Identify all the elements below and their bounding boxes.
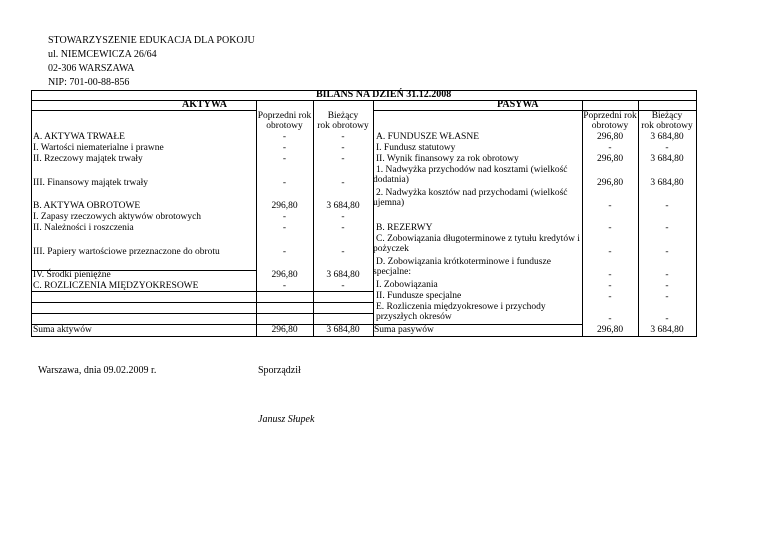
row-label: I. Zapasy rzeczowych aktywów obrotowych <box>33 212 202 222</box>
table-row <box>33 143 371 153</box>
row-line <box>31 291 373 292</box>
row-label: I. Fundusz statutowy <box>376 143 456 153</box>
row-prev-value: - <box>608 223 612 233</box>
col-header-text: rok obrotowy <box>317 121 369 131</box>
row-cur-value: - <box>341 281 345 291</box>
row-cur-value: - <box>341 247 345 257</box>
row-label: III. Papiery wartościowe przeznaczone do obrotu <box>33 247 220 257</box>
row-cur-value: - <box>341 154 345 164</box>
row-cur-value: - <box>341 223 345 233</box>
row-cur-value: - <box>665 281 669 291</box>
row-label: I. Wartości niematerialne i prawne <box>33 143 164 153</box>
table-row <box>33 223 371 233</box>
col-header-text: Bieżący <box>327 111 359 121</box>
row-label: E. Rozliczenia międzyokresowe i przychody <box>376 302 546 312</box>
row-prev-value: - <box>608 292 612 302</box>
left-heading-separator <box>31 110 256 111</box>
col-header-text: rok obrotowy <box>641 121 693 131</box>
org-nip: NIP: 701-00-88-856 <box>48 77 130 88</box>
row-prev-value: - <box>282 281 287 291</box>
row-cur-value: - <box>341 132 345 142</box>
row-prev-value: - <box>608 247 612 257</box>
row-prev-value: - <box>282 247 287 257</box>
row-label-cont: ujemna) <box>373 198 405 208</box>
row-label: I. Zobowiązania <box>376 280 438 290</box>
table-row <box>33 270 371 280</box>
row-prev-value: - <box>608 281 612 291</box>
row-label: D. Zobowiązania krótkoterminowe i fundusze <box>376 257 551 267</box>
table-right-border <box>696 90 697 337</box>
row-prev-value: 296,80 <box>271 201 298 211</box>
row-cur-value: 3 684,80 <box>650 178 684 188</box>
row-prev-value: - <box>282 223 287 233</box>
row-label: II. Wynik finansowy za rok obrotowy <box>376 154 519 164</box>
row-label-cont: dodatnia) <box>373 175 409 185</box>
row-cur-value: 3 684,80 <box>326 270 360 280</box>
row-cur-value: - <box>665 314 669 324</box>
org-name: STOWARZYSZENIE EDUKACJA DLA POKOJU <box>48 35 255 46</box>
signature-name: Janusz Słupek <box>258 414 315 425</box>
col-header-text: Bieżący <box>651 111 683 121</box>
row-label: C. ROZLICZENIA MIĘDZYOKRESOWE <box>33 281 199 291</box>
row-line <box>31 313 373 314</box>
total-cur-value: 3 684,80 <box>650 325 684 335</box>
row-cur-value: 3 684,80 <box>650 132 684 142</box>
table-left-border <box>31 90 32 337</box>
row-prev-value: 296,80 <box>271 270 298 280</box>
row-label: II. Rzeczowy majątek trwały <box>33 154 143 164</box>
total-label: Suma aktywów <box>33 325 92 335</box>
row-label: B. REZERWY <box>376 223 433 233</box>
total-row <box>33 325 371 335</box>
table-row <box>33 281 371 291</box>
org-header <box>48 34 255 90</box>
row-label: A. AKTYWA TRWAŁE <box>33 132 125 142</box>
row-label: 2. Nadwyżka kosztów nad przychodami (wielkość <box>376 188 568 198</box>
row-label-cont: przyszłych okresów <box>376 312 452 322</box>
row-cur-value: 3 684,80 <box>650 154 684 164</box>
row-line <box>31 302 373 303</box>
row-prev-value: - <box>282 132 287 142</box>
row-prev-value: - <box>282 212 287 222</box>
table-row <box>33 178 371 188</box>
row-prev-value: 296,80 <box>596 154 624 164</box>
row-label: 1. Nadwyżka przychodów nad kosztami (wielkość <box>376 165 568 175</box>
row-prev-value: 296,80 <box>596 132 624 142</box>
row-cur-value: 3 684,80 <box>326 201 360 211</box>
org-street: ul. NIEMCEWICZA 26/64 <box>48 49 157 60</box>
row-cur-value: - <box>665 292 669 302</box>
prepared-by-label: Sporządził <box>258 365 301 376</box>
title-separator <box>31 100 697 101</box>
row-label-cont: pożyczek <box>373 244 409 254</box>
row-prev-value: 296,80 <box>596 178 624 188</box>
total-label: Suma pasywów <box>374 325 434 335</box>
total-prev-value: 296,80 <box>271 325 298 335</box>
table-row <box>33 212 371 222</box>
row-cur-value: - <box>341 143 345 153</box>
col-header-text: Poprzedni rok <box>257 111 312 121</box>
row-label-cont: specjalne: <box>373 267 411 277</box>
col-line-3 <box>373 100 374 337</box>
col-header-text: obrotowy <box>591 121 629 131</box>
pasywa-heading: PASYWA <box>497 99 539 110</box>
table-row <box>33 201 371 211</box>
aktywa-col-cur-header <box>313 111 373 131</box>
row-cur-value: - <box>665 201 669 211</box>
total-cur-value: 3 684,80 <box>326 325 360 335</box>
pasywa-col-prev-header <box>582 111 638 131</box>
row-label: A. FUNDUSZE WŁASNE <box>376 132 480 142</box>
aktywa-heading: AKTYWA <box>182 99 228 110</box>
table-row <box>33 247 371 257</box>
pasywa-col-cur-header <box>638 111 696 131</box>
row-cur-value: - <box>665 143 669 153</box>
row-prev-value: - <box>282 178 287 188</box>
row-prev-value: - <box>282 143 287 153</box>
aktywa-col-prev-header <box>256 111 313 131</box>
row-cur-value: - <box>341 212 345 222</box>
row-label: C. Zobowiązania długoterminowe z tytułu kredytów i <box>376 234 580 244</box>
row-label: II. Należności i roszczenia <box>33 223 134 233</box>
table-bottom-border <box>31 336 697 337</box>
row-label: II. Fundusze specjalne <box>376 291 462 301</box>
table-row <box>33 132 371 142</box>
row-cur-value: - <box>665 247 669 257</box>
row-prev-value: - <box>282 154 287 164</box>
row-prev-value: - <box>608 270 612 280</box>
row-cur-value: - <box>665 270 669 280</box>
row-prev-value: - <box>608 201 612 211</box>
table-row <box>33 154 371 164</box>
col-header-text: obrotowy <box>266 121 303 131</box>
row-prev-value: - <box>608 143 612 153</box>
total-prev-value: 296,80 <box>596 325 624 335</box>
row-label: B. AKTYWA OBROTOWE <box>33 201 141 211</box>
balance-title: BILANS NA DZIEŃ 31.12.2008 <box>316 89 452 100</box>
org-city: 02-306 WARSZAWA <box>48 63 135 74</box>
row-label: IV. Środki pieniężne <box>33 270 111 280</box>
row-cur-value: - <box>665 223 669 233</box>
row-cur-value: - <box>341 178 345 188</box>
row-label: III. Finansowy majątek trwały <box>33 178 149 188</box>
col-header-text: Poprzedni rok <box>583 111 637 121</box>
place-date: Warszawa, dnia 09.02.2009 r. <box>38 365 157 376</box>
row-prev-value: - <box>608 314 612 324</box>
